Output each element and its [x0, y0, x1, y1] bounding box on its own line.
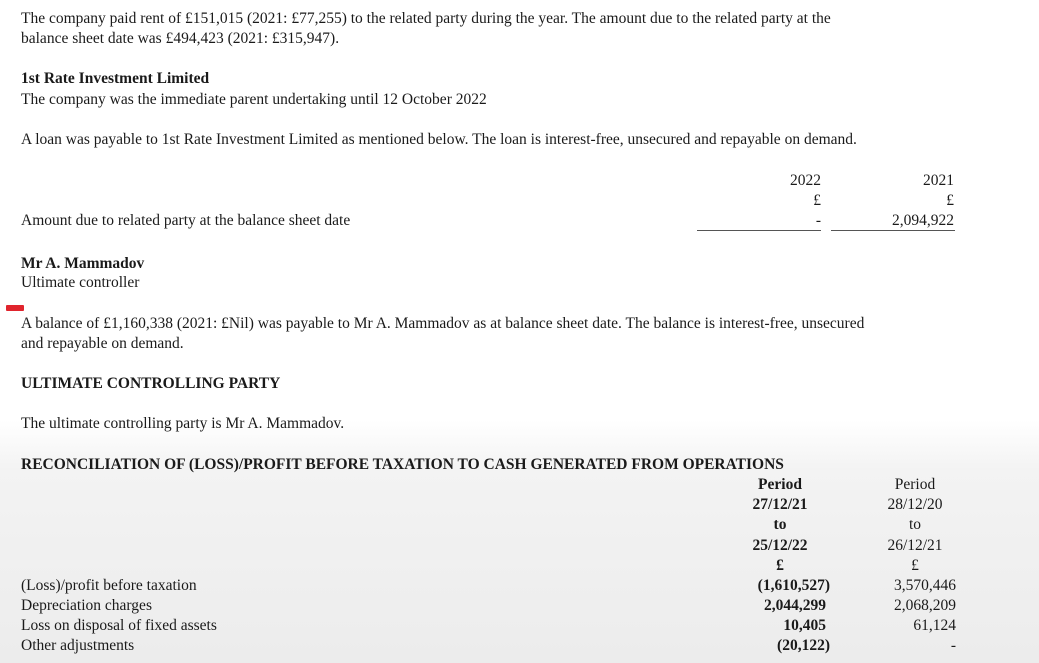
- recon-row-value-prior: 2,068,209: [894, 597, 956, 614]
- recon-col2-period: Period: [894, 476, 936, 493]
- recon-col1-end: 25/12/22: [752, 537, 808, 554]
- mammadov-paragraph-line-2: and repayable on demand.: [21, 335, 184, 352]
- rent-paragraph-line-1: The company paid rent of £151,015 (2021: £77,255) to the related party during the year. The amount due to the related party at the: [21, 10, 831, 27]
- reconciliation-heading: RECONCILIATION OF (LOSS)/PROFIT BEFORE TAXATION TO CASH GENERATED FROM OPERATIONS: [21, 456, 784, 473]
- recon-row-label: (Loss)/profit before taxation: [21, 577, 197, 594]
- recon-row-value-prior: 61,124: [913, 617, 956, 634]
- red-marker: [6, 305, 24, 311]
- recon-row-value-current: 2,044,299: [764, 597, 826, 614]
- recon-row-value-current: 10,405: [783, 617, 826, 634]
- loan-row-label: Amount due to related party at the balance sheet date: [21, 212, 351, 229]
- recon-row-value-prior: 3,570,446: [894, 577, 956, 594]
- loan-col-2022-unit: £: [813, 192, 821, 209]
- recon-col1-unit: £: [776, 557, 784, 574]
- recon-col1-period: Period: [758, 476, 802, 493]
- recon-row-label: Depreciation charges: [21, 597, 152, 614]
- first-rate-parent-note: The company was the immediate parent undertaking until 12 October 2022: [21, 91, 487, 108]
- recon-row-value-prior: -: [950, 637, 956, 654]
- recon-row-label: Other adjustments: [21, 637, 135, 654]
- recon-col2-unit: £: [911, 557, 919, 574]
- loan-rule-2021: [831, 230, 955, 231]
- rent-paragraph-line-2: balance sheet date was £494,423 (2021: £315,947).: [21, 30, 340, 47]
- recon-col2-to: to: [908, 516, 922, 533]
- recon-row-value-current: (20,122): [777, 637, 830, 654]
- loan-paragraph: A loan was payable to 1st Rate Investment Limited as mentioned below. The loan is interest-free, unsecured and repayable on demand.: [21, 131, 857, 148]
- ultimate-text: The ultimate controlling party is Mr A. Mammadov.: [21, 415, 345, 432]
- loan-col-2021-unit: £: [946, 192, 954, 209]
- recon-col1-start: 27/12/21: [752, 496, 808, 513]
- loan-value-2022: -: [815, 212, 821, 229]
- loan-col-2021-year: 2021: [923, 172, 954, 189]
- recon-col2-start: 28/12/20: [887, 496, 943, 513]
- ultimate-heading: ULTIMATE CONTROLLING PARTY: [21, 375, 281, 392]
- mammadov-role: Ultimate controller: [21, 274, 140, 291]
- recon-col1-to: to: [773, 516, 787, 533]
- recon-row-label: Loss on disposal of fixed assets: [21, 617, 217, 634]
- recon-col2-end: 26/12/21: [887, 537, 943, 554]
- first-rate-heading: 1st Rate Investment Limited: [21, 70, 210, 87]
- loan-value-2021: 2,094,922: [892, 212, 954, 229]
- mammadov-paragraph-line-1: A balance of £1,160,338 (2021: £Nil) was payable to Mr A. Mammadov as at balance sheet date. The balance is interest-free, unsecured: [21, 315, 865, 332]
- loan-rule-2022: [697, 230, 821, 231]
- recon-row-value-current: (1,610,527): [757, 577, 830, 594]
- loan-col-2022-year: 2022: [790, 172, 821, 189]
- mammadov-heading: Mr A. Mammadov: [21, 255, 145, 272]
